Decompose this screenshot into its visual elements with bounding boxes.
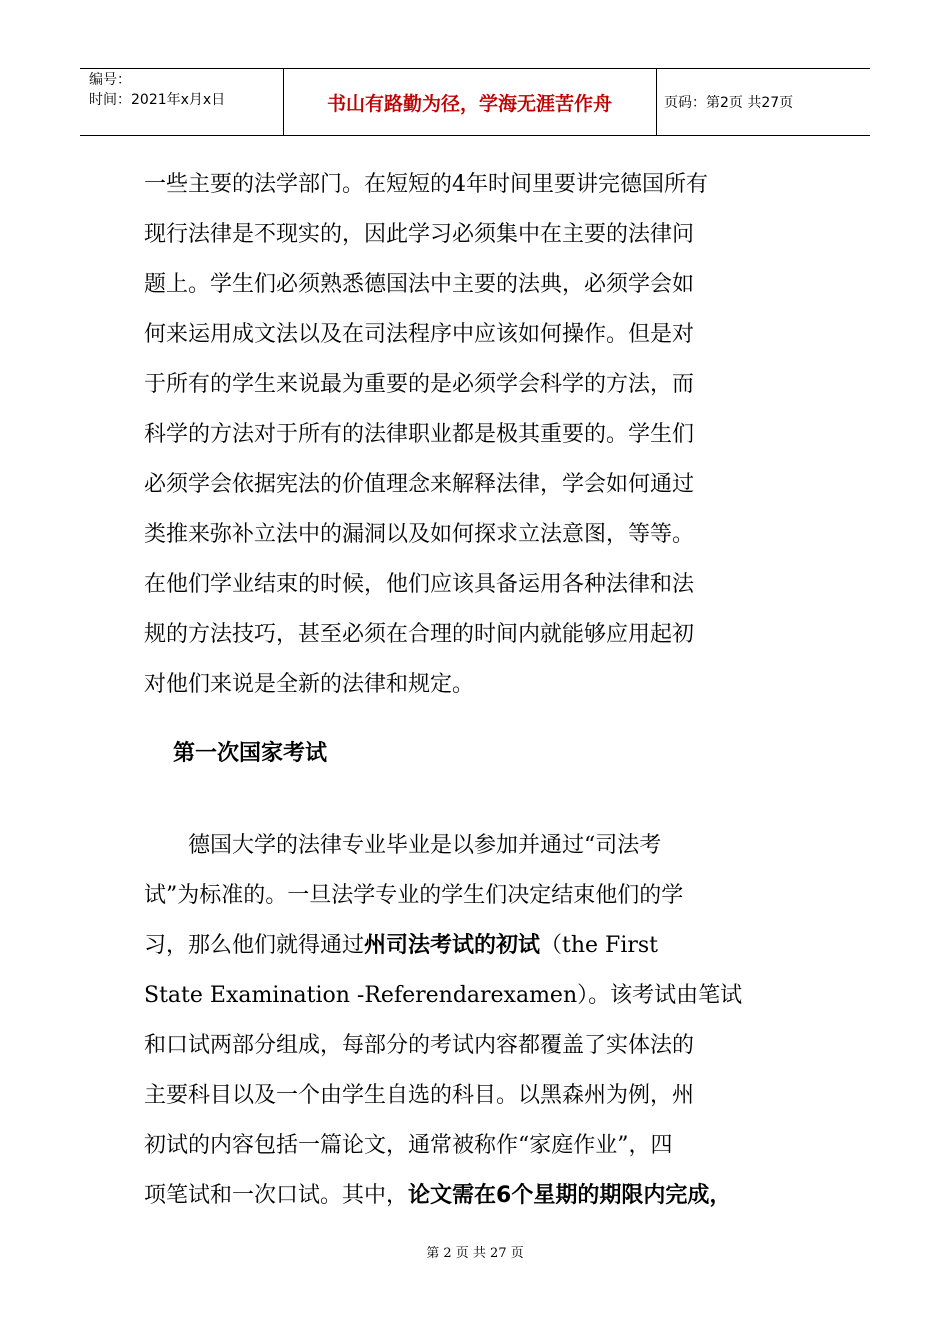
text-line: 于所有的学生来说最为重要的是必须学会科学的方法，而 — [144, 372, 695, 397]
text-line — [144, 921, 812, 971]
text-line: 对他们来说是全新的法律和规定。 — [144, 672, 475, 697]
text-line: 初试的内容包括一篇论文，通常被称作“家庭作业”，四 — [144, 1133, 673, 1158]
text-line: 科学的方法对于所有的法律职业都是极其重要的。学生们 — [144, 422, 695, 447]
bold-term: 州司法考试的初试 — [364, 933, 541, 958]
time-label: 时间：2021年x月x日 — [89, 92, 226, 108]
page-footer: 第 2 页 共 27 页 — [426, 1246, 524, 1261]
serial-label: 编号： — [89, 72, 131, 88]
text-line: 规的方法技巧，甚至必须在合理的时间内就能够应用起初 — [144, 622, 695, 647]
header-top-rule — [80, 68, 870, 69]
text-line: 和口试两部分组成，每部分的考试内容都覆盖了实体法的 — [144, 1033, 695, 1058]
text-line: 主要科目以及一个由学生自选的科目。以黑森州为例，州 — [144, 1083, 695, 1108]
text-line — [144, 1171, 812, 1221]
body-paragraph-1 — [144, 160, 812, 710]
text-line: 何来运用成文法以及在司法程序中应该如何操作。但是对 — [144, 322, 695, 347]
text-line: 类推来弥补立法中的漏洞以及如何探求立法意图，等等。 — [144, 522, 695, 547]
header-bottom-rule — [80, 135, 870, 136]
text-line: 题上。学生们必须熟悉德国法中主要的法典，必须学会如 — [144, 272, 695, 297]
header-divider-right — [656, 68, 657, 135]
text-line: 必须学会依据宪法的价值理念来解释法律，学会如何通过 — [144, 472, 695, 497]
text-run: 习，那么他们就得通过 — [144, 933, 365, 958]
header-left-cell — [89, 70, 225, 110]
text-line: 一些主要的法学部门。在短短的4年时间里要讲完德国所有 — [144, 172, 708, 197]
body-paragraph-2 — [144, 821, 812, 1221]
text-line: 德国大学的法律专业毕业是以参加并通过“司法考 — [144, 833, 662, 858]
header-motto: 书山有路勤为径，学海无涯苦作舟 — [326, 93, 612, 115]
text-line: 试”为标准的。一旦法学专业的学生们决定结束他们的学 — [144, 883, 684, 908]
text-run: （the First — [540, 933, 659, 958]
header-page-info: 页码：第2页 共27页 — [664, 95, 794, 111]
section-heading: 第一次国家考试 — [173, 741, 328, 766]
text-line: 现行法律是不现实的，因此学习必须集中在主要的法律问 — [144, 222, 695, 247]
bold-term: 论文需在6个星期的期限内完成， — [408, 1183, 732, 1208]
text-run: 项笔试和一次口试。其中， — [144, 1183, 409, 1208]
text-line: State Examination -Referendarexamen）。该考试由笔试 — [144, 983, 743, 1008]
text-line: 在他们学业结束的时候，他们应该具备运用各种法律和法 — [144, 572, 695, 597]
